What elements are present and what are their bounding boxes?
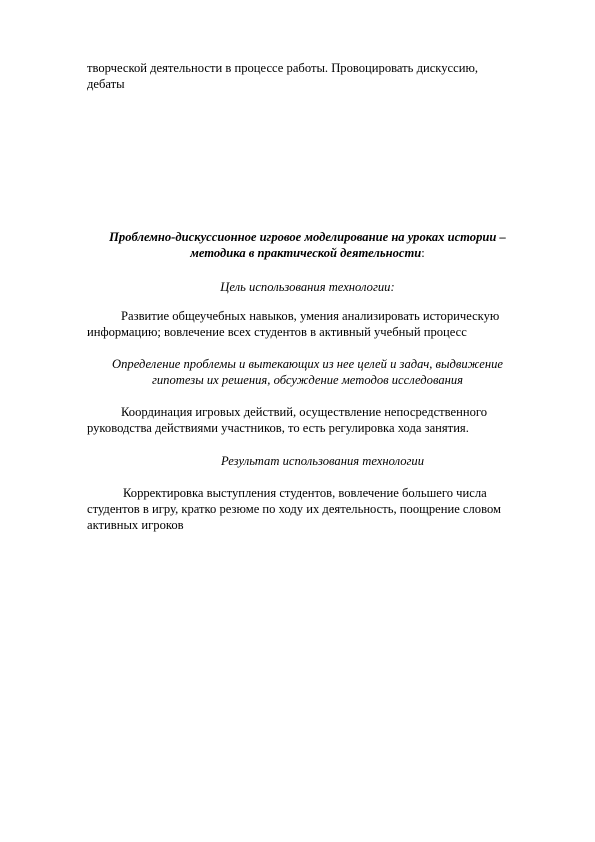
goal-paragraph	[87, 308, 499, 340]
result-paragraph	[87, 485, 501, 533]
problem-heading-line-2: гипотезы их решения, обсуждение методов исследования	[151, 373, 464, 387]
problem-heading	[60, 356, 555, 388]
goal-line-2: информацию; вовлечение всех студентов в активный учебный процесс	[87, 325, 467, 339]
section-heading-line-2: методика в практической деятельности:	[190, 246, 425, 260]
goal-line-1: Развитие общеучебных навыков, умения анализировать историческую	[121, 309, 500, 323]
continuation-line-1: творческой деятельности в процессе работы. Провоцировать дискуссию,	[87, 61, 479, 75]
coordination-line-1: Координация игровых действий, осуществление непосредственного	[121, 405, 488, 419]
continuation-paragraph	[87, 60, 478, 92]
coordination-line-2: руководства действиями участников, то есть регулировка хода занятия.	[87, 421, 469, 435]
continuation-line-2: дебаты	[87, 77, 125, 91]
problem-heading-line-1: Определение проблемы и вытекающих из нее целей и задач, выдвижение	[112, 357, 503, 371]
result-heading: Результат использования технологии	[221, 454, 425, 468]
section-heading-line-1: Проблемно-дискуссионное игровое моделирование на уроках истории –	[109, 230, 506, 244]
goal-heading: Цель использования технологии:	[220, 280, 395, 294]
result-line-3: активных игроков	[87, 518, 184, 532]
coordination-paragraph	[87, 404, 487, 436]
result-line-1: Корректировка выступления студентов, вовлечение большего числа	[123, 486, 487, 500]
result-line-2: студентов в игру, кратко резюме по ходу их деятельность, поощрение словом	[87, 502, 501, 516]
section-heading	[60, 229, 555, 261]
